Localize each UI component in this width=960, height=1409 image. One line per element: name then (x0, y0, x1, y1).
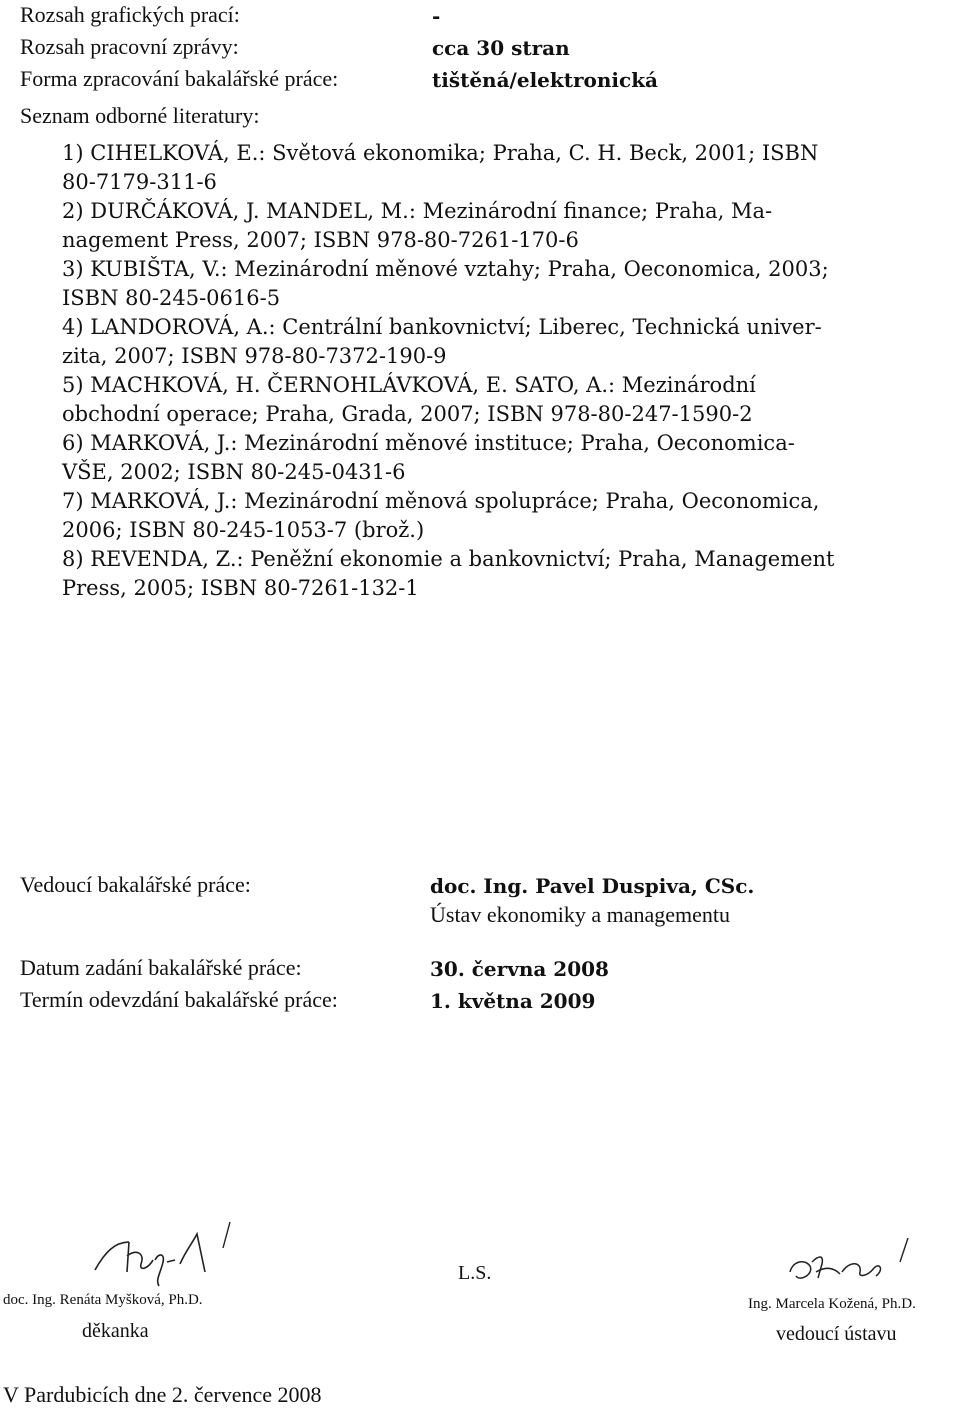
literature-line: 2006; ISBN 80-245-1053-7 (brož.) (62, 518, 425, 542)
literature-line: 3) KUBIŠTA, V.: Mezinárodní měnové vztahy; Praha, Oeconomica, 2003; (62, 257, 829, 281)
literature-line: 7) MARKOVÁ, J.: Mezinárodní měnová spolupráce; Praha, Oeconomica, (62, 489, 820, 513)
dean-role: děkanka (82, 1320, 149, 1342)
thesis-form-value: tištěná/elektronická (432, 68, 659, 92)
literature-line: 2) DURČÁKOVÁ, J. MANDEL, M.: Mezinárodní finance; Praha, Ma- (62, 199, 773, 223)
graphic-works-label: Rozsah grafických prací: (20, 2, 240, 27)
literature-list (62, 139, 922, 603)
department-head-name: Ing. Marcela Kožená, Ph.D. (748, 1296, 916, 1312)
department-head-role: vedoucí ústavu (776, 1323, 897, 1345)
report-extent-label: Rozsah pracovní zprávy: (20, 34, 239, 59)
supervisor-department: Ústav ekonomiky a managementu (430, 902, 730, 927)
literature-line: nagement Press, 2007; ISBN 978-80-7261-170-6 (62, 228, 579, 252)
literature-line: ISBN 80-245-0616-5 (62, 286, 281, 310)
department-head-signature (770, 1232, 930, 1302)
supervisor-label: Vedoucí bakalářské práce: (20, 872, 251, 897)
assignment-date-label: Datum zadání bakalářské práce: (20, 955, 302, 980)
submission-deadline-value: 1. května 2009 (430, 989, 596, 1013)
literature-line: Press, 2005; ISBN 80-7261-132-1 (62, 576, 419, 600)
assignment-date-value: 30. června 2008 (430, 957, 609, 981)
literature-line: VŠE, 2002; ISBN 80-245-0431-6 (62, 460, 406, 484)
report-extent-value: cca 30 stran (432, 36, 570, 60)
dean-signature (85, 1212, 255, 1302)
literature-line: 5) MACHKOVÁ, H. ČERNOHLÁVKOVÁ, E. SATO, A.: Mezinárodní (62, 373, 756, 397)
submission-deadline-label: Termín odevzdání bakalářské práce: (20, 987, 338, 1012)
literature-line: 8) REVENDA, Z.: Peněžní ekonomie a bankovnictví; Praha, Management (62, 547, 835, 571)
thesis-form-label: Forma zpracování bakalářské práce: (20, 66, 339, 91)
graphic-works-value: - (432, 4, 441, 28)
place-and-date: V Pardubicích dne 2. července 2008 (3, 1382, 322, 1407)
literature-line: 6) MARKOVÁ, J.: Mezinárodní měnové instituce; Praha, Oeconomica- (62, 431, 795, 455)
literature-heading: Seznam odborné literatury: (20, 103, 260, 128)
supervisor-name: doc. Ing. Pavel Duspiva, CSc. (430, 874, 755, 898)
dean-name: doc. Ing. Renáta Myšková, Ph.D. (3, 1292, 203, 1308)
literature-line: 4) LANDOROVÁ, A.: Centrální bankovnictví; Liberec, Technická univer- (62, 315, 822, 339)
seal-placeholder: L.S. (458, 1262, 492, 1284)
literature-line: 1) CIHELKOVÁ, E.: Světová ekonomika; Praha, C. H. Beck, 2001; ISBN (62, 141, 819, 165)
literature-line: obchodní operace; Praha, Grada, 2007; ISBN 978-80-247-1590-2 (62, 402, 753, 426)
literature-line: 80-7179-311-6 (62, 170, 217, 194)
literature-line: zita, 2007; ISBN 978-80-7372-190-9 (62, 344, 447, 368)
